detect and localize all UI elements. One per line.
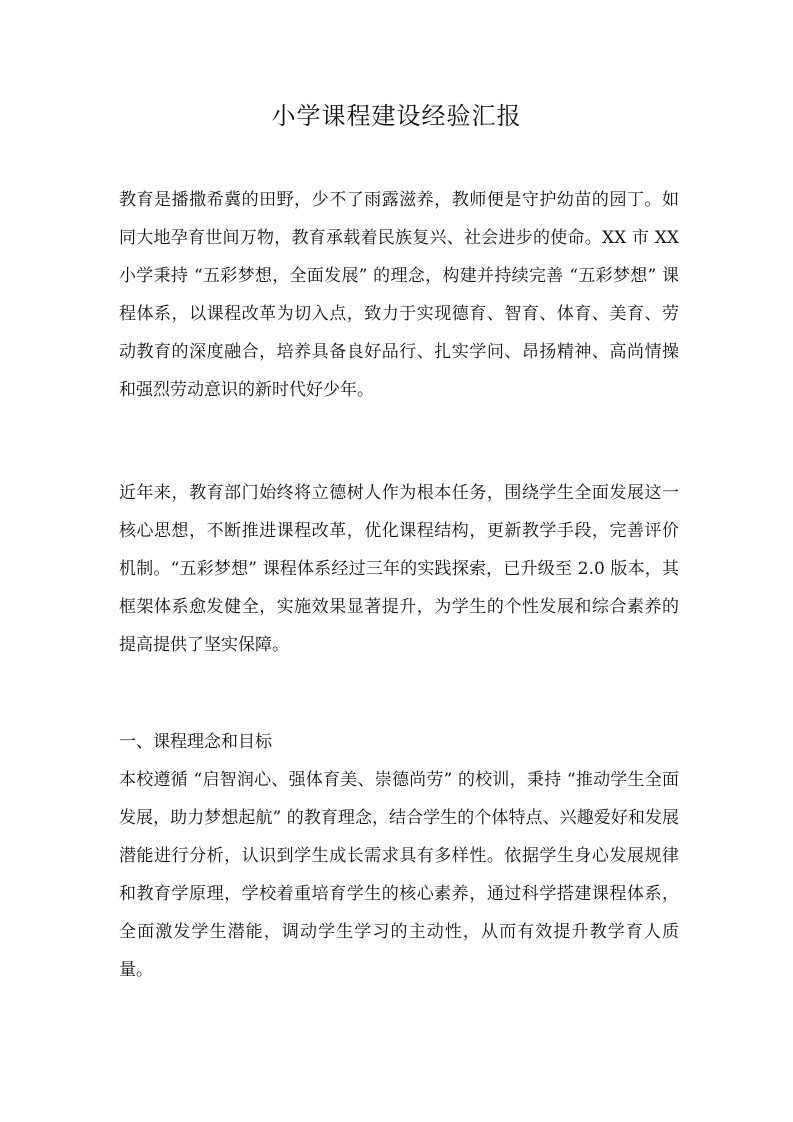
document-title: 小学课程建设经验汇报 (271, 102, 522, 130)
section-paragraph: 本校遵循 “启智润心、强体育美、崇德尚劳” 的校训，秉持 “推动学生全面发展，助力梦想起航” 的教育理念，结合学生的个体特点、兴趣爱好和发展潜能进行分析，认识到学生成长需求具有多样性。依据学生身心发展规律和教育学原理，学校着重培育学生的核心素养，通过科学搭建课程体系，全面激发学生潜能，调动学生学习的主动性，从而有效提升教学育人质量。 (119, 770, 679, 980)
section-heading: 一、课程理念和目标 (119, 732, 272, 752)
background-paragraph: 近年来，教育部门始终将立德树人作为根本任务，围绕学生全面发展这一核心思想，不断推进课程改革，优化课程结构，更新教学手段，完善评价机制。“五彩梦想” 课程体系经过三年的实践探索，已升级至 2.0 版本，其框架体系愈发健全，实施效果显著提升，为学生的个性发展和综合素养的提高提供了坚实保障。 (119, 483, 679, 655)
intro-paragraph: 教育是播撒希冀的田野，少不了雨露滋养，教师便是守护幼苗的园丁。如同大地孕育世间万物，教育承载着民族复兴、社会进步的使命。XX 市 XX 小学秉持 “五彩梦想，全面发展” 的理念，构建并持续完善 “五彩梦想” 课程体系，以课程改革为切入点，致力于实现德育、智育、体育、美育、劳动教育的深度融合，培养具备良好品行、扎实学问、昂扬精神、高尚情操和强烈劳动意识的新时代好少年。 (119, 190, 679, 400)
